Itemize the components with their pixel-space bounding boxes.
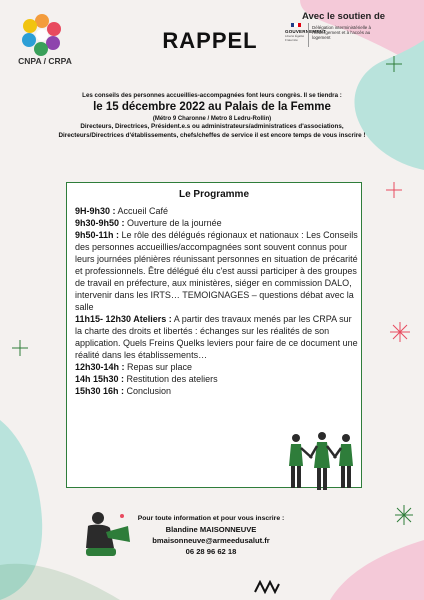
programme-item bbox=[75, 205, 359, 217]
gov-description: Délégation interministérielle à l'hébergement et à l'accès au logement bbox=[312, 25, 372, 41]
programme-time: 14h 15h30 : bbox=[75, 374, 125, 384]
programme-text: Restitution des ateliers bbox=[124, 374, 218, 384]
government-logo bbox=[284, 23, 416, 49]
programme-time: 9H-9h30 : bbox=[75, 206, 116, 216]
programme-list bbox=[75, 205, 359, 397]
programme-time: 11h15- 12h30 Ateliers : bbox=[75, 314, 172, 324]
sparkle-icon bbox=[395, 505, 413, 525]
pink-blob-bottom-right bbox=[330, 540, 424, 600]
programme-item bbox=[75, 373, 359, 385]
cnpa-logo-icon bbox=[20, 12, 64, 58]
programme-text: Conclusion bbox=[124, 386, 172, 396]
sparkle-icon bbox=[384, 180, 404, 200]
programme-text: Accueil Café bbox=[115, 206, 169, 216]
intro-block bbox=[52, 92, 372, 140]
squiggle-icon bbox=[254, 580, 280, 594]
intro-line: Les conseils des personnes accueillies-accompagnées font leurs congrès. Il se tiendra : bbox=[82, 92, 342, 99]
programme-text: Le rôle des délégués régionaux et nationaux : Les Conseils des personnes accueillies/accompagnées sont souvent connus pour leurs journées plénières réunissant personnes en situation de précarité et professionnels. Être délégué élu c'est aussi participer à des groupes de travail en préfecture, aux ministères, siéger en commission DALO, intervenir dans les IRTS… TEMOIGNAGES – questions débat avec la salle bbox=[75, 230, 358, 312]
programme-item bbox=[75, 313, 359, 361]
programme-text: Repas sur place bbox=[124, 362, 193, 372]
divider bbox=[308, 23, 309, 47]
green-blob-bottom-left bbox=[0, 560, 120, 600]
programme-time: 9h30-9h50 : bbox=[75, 218, 125, 228]
french-flag-icon bbox=[291, 23, 301, 27]
programme-time: 12h30-14h : bbox=[75, 362, 125, 372]
audience-text: Directeurs, Directrices, Président.e.s ou administrateurs/administratices d'associations, Directeurs/Directrices d'établissements, chefs/cheffes de service il est encore temps de vous inscrire ! bbox=[58, 123, 366, 139]
sponsor-label: Avec le soutien de bbox=[302, 11, 386, 22]
programme-item bbox=[75, 361, 359, 373]
contact-phone: 06 28 96 62 18 bbox=[185, 547, 237, 556]
programme-time: 9h50-11h : bbox=[75, 230, 120, 240]
programme-item bbox=[75, 229, 359, 313]
people-group-illustration bbox=[282, 428, 362, 494]
gov-name: GOUVERNEMENT bbox=[285, 29, 326, 34]
contact-intro: Pour toute information et pour vous inscrire : bbox=[137, 515, 285, 522]
sparkle-icon bbox=[12, 340, 28, 356]
programme-item bbox=[75, 217, 359, 229]
contact-name: Blandine MAISONNEUVE bbox=[165, 525, 257, 534]
programme-time: 15h30 16h : bbox=[75, 386, 125, 396]
metro-info: (Métro 9 Charonne / Metro 8 Ledru-Rollin) bbox=[152, 116, 272, 123]
logo-caption: CNPA / CRPA bbox=[18, 56, 72, 66]
programme-item bbox=[75, 385, 359, 397]
programme-text: Ouverture de la journée bbox=[124, 218, 222, 228]
programme-text: A partir des travaux menés par les CRPA sur la charte des droits et libertés : échanges sur les réalités de son application. Quels Freins Quelks leviers pour faire de ce document une réalité dans les établissements… bbox=[75, 314, 358, 360]
page-title: RAPPEL bbox=[162, 28, 258, 53]
sparkle-icon bbox=[390, 322, 410, 342]
contact-email[interactable]: bmaisonneuve@armeedusalut.fr bbox=[152, 536, 270, 545]
programme-title: Le Programme bbox=[178, 189, 250, 200]
contact-block bbox=[110, 514, 312, 557]
event-date: le 15 décembre 2022 au Palais de la Femme bbox=[93, 101, 331, 114]
sparkle-icon bbox=[384, 54, 404, 74]
gov-motto: Liberté Égalité Fraternité bbox=[285, 34, 305, 42]
